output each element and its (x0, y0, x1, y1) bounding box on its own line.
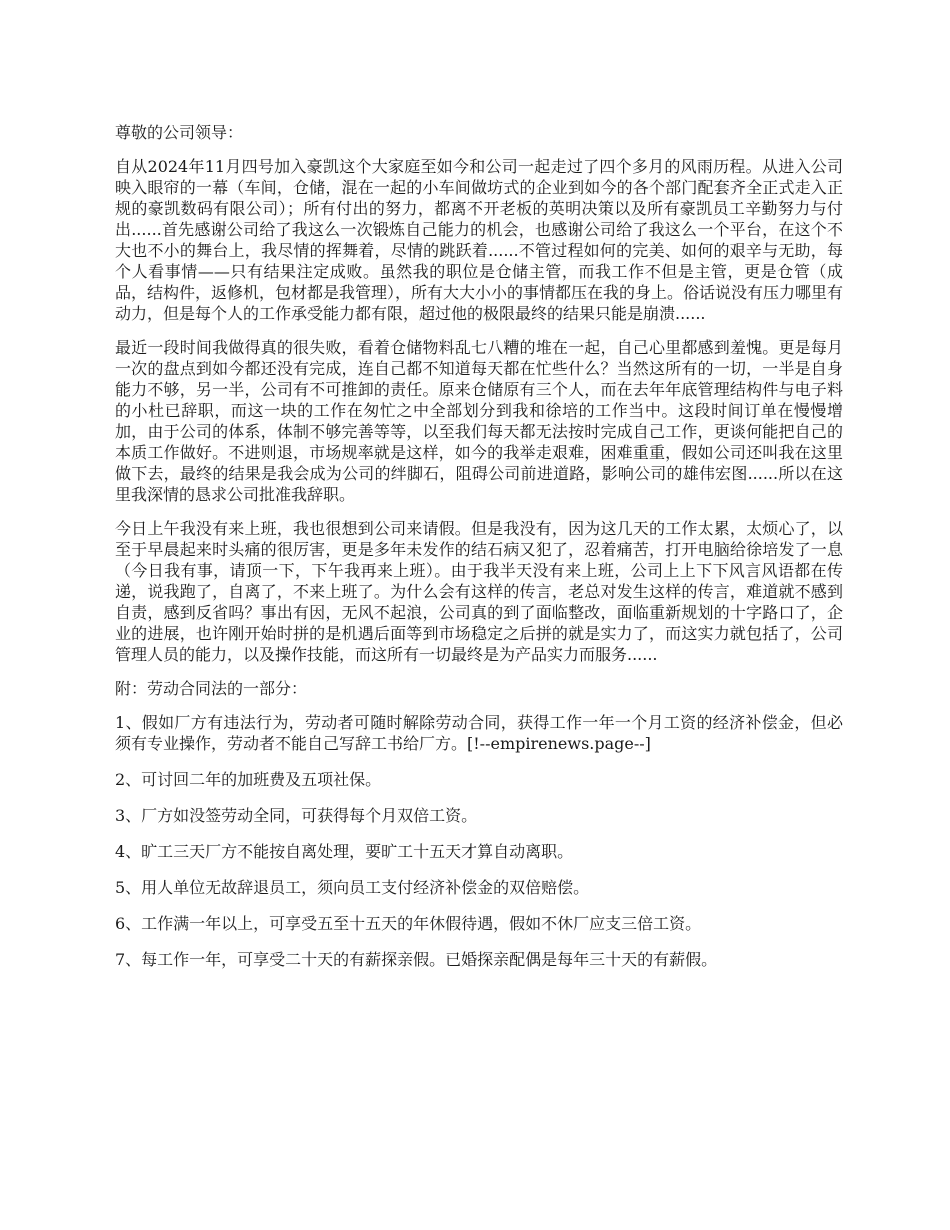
law-item: 5、用人单位无故辞退员工，须向员工支付经济补偿金的双倍赔偿。 (115, 878, 590, 897)
paragraph-intro: 自从2024年11月四号加入豪凯这个大家庭至如今和公司一起走过了四个多月的风雨历程。从进入公司映入眼帘的一幕（车间，仓储，混在一起的小车间做坊式的企业到如今的各个部门配套齐全正式走入正规的豪凯数码有限公司）；所有付出的努力，都离不开老板的英明决策以及所有豪凯员工辛勤努力与付出......首先感谢公司给了我这么一次锻炼自己能力的机会，也感谢公司给了我这么一个平台，在这个不大也不小的舞台上，我尽情的挥舞着，尽情的跳跃着......不管过程如何的完美、如何的艰辛与无助，每个人看事情——只有结果注定成败。虽然我的职位是仓储主管，而我工作不但是主管，更是仓管（成品，结构件，返修机，包材都是我管理），所有大大小小的事情都压在我的身上。俗话说没有压力哪里有动力，但是每个人的工作承受能力都有限，超过他的极限最终的结果只能是崩溃...... (115, 157, 844, 323)
law-item: 6、工作满一年以上，可享受五至十五天的年休假待遇，假如不休厂应支三倍工资。 (115, 914, 702, 933)
paragraph-reason: 最近一段时间我做得真的很失败，看着仓储物料乱七八糟的堆在一起，自己心里都感到羞愧。更是每月一次的盘点到如今都还没有完成，连自己都不知道每天都在忙些什么？当然这所有的一切，一半是自身能力不够，另一半，公司有不可推卸的责任。原来仓储原有三个人，而在去年年底管理结构件与电子料的小杜已辞职，而这一块的工作在匆忙之中全部划分到我和徐培的工作当中。这段时间订单在慢慢增加，由于公司的体系，体制不够完善等等，以至我们每天都无法按时完成自己工作，更谈何能把自己的本质工作做好。不进则退，市场规率就是这样，如今的我举走艰难，困难重重，假如公司还叫我在这里做下去，最终的结果是我会成为公司的绊脚石，阻碍公司前进道路，影响公司的雄伟宏图......所以在这里我深情的恳求公司批准我辞职。 (115, 338, 843, 504)
law-item: 4、旷工三天厂方不能按自离处理，要旷工十五天才算自动离职。 (115, 842, 574, 861)
letter-document (115, 122, 843, 985)
paragraph-absence: 今日上午我没有来上班，我也很想到公司来请假。但是我没有，因为这几天的工作太累，太烦心了，以至于早晨起来时头痛的很厉害，更是多年未发作的结石病又犯了，忍着痛苦，打开电脑给徐培发了一息（今日我有事，请顶一下，下午我再来上班）。由于我半天没有来上班，公司上上下下风言风语都在传递，说我跑了，自离了，不来上班了。为什么会有这样的传言，老总对发生这样的传言，难道就不感到自责，感到反省吗？事出有因，无风不起浪，公司真的到了面临整改，面临重新规划的十字路口了，企业的进展，也许刚开始时拼的是机遇后面等到市场稳定之后拼的就是实力了，而这实力就包括了，公司管理人员的能力，以及操作技能，而这所有一切最终是为产品实力而服务...... (115, 519, 843, 664)
law-item: 2、可讨回二年的加班费及五项社保。 (115, 770, 382, 789)
appendix-title: 附：劳动合同法的一部分： (115, 679, 308, 698)
law-item: 1、假如厂方有违法行为，劳动者可随时解除劳动合同，获得工作一年一个月工资的经济补偿金，但必须有专业操作，劳动者不能自己写辞工书给厂方。[!--empirenews.page--] (115, 713, 843, 753)
salutation: 尊敬的公司领导： (115, 123, 244, 142)
law-item: 3、厂方如没签劳动全同，可获得每个月双倍工资。 (115, 806, 478, 825)
law-item: 7、每工作一年，可享受二十天的有薪探亲假。已婚探亲配偶是每年三十天的有薪假。 (115, 950, 718, 969)
